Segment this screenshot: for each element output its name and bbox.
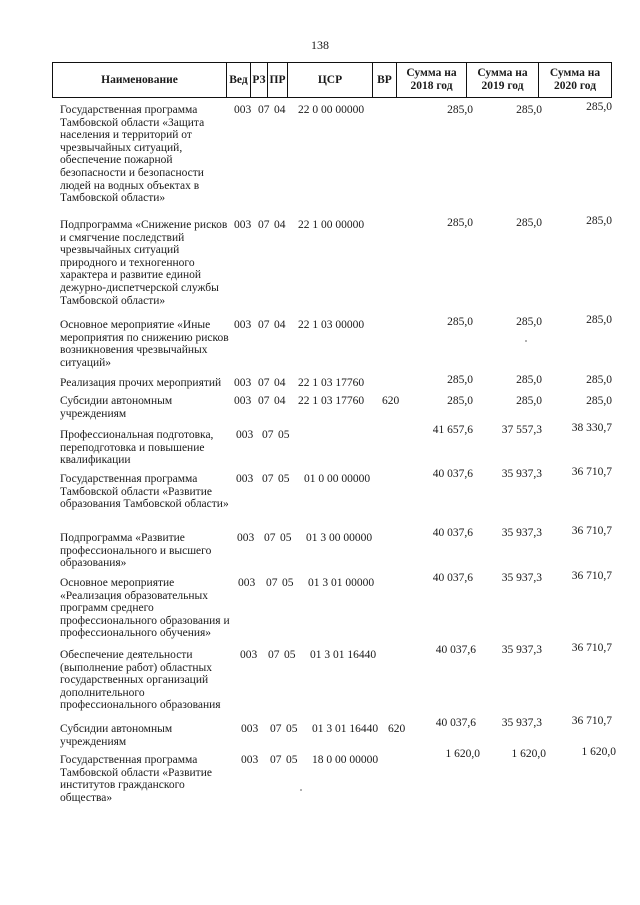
row-csr: 01 3 01 00000 <box>308 577 375 589</box>
row-csr: 22 0 00 00000 <box>298 104 365 116</box>
row-pr: 05 <box>278 429 290 441</box>
row-sum-2020: 36 710,7 <box>571 715 612 727</box>
row-sum-2018: 40 037,6 <box>435 644 476 656</box>
row-ved: 003 <box>237 532 255 544</box>
row-sum-2020: 1 620,0 <box>581 746 616 758</box>
row-csr: 01 3 01 16440 <box>310 649 377 661</box>
row-name: Подпрограмма «Развитие профессионального и высшего образования» <box>60 532 212 570</box>
row-sum-2019: 35 937,3 <box>501 717 542 729</box>
row-pr: 04 <box>274 395 286 407</box>
row-name: Субсидии автономным учреждениям <box>60 395 173 420</box>
row-vr: 620 <box>382 395 400 407</box>
row-rz: 07 <box>270 723 282 735</box>
row-sum-2018: 40 037,6 <box>435 717 476 729</box>
row-sum-2019: 35 937,3 <box>501 527 542 539</box>
table-header <box>52 62 612 98</box>
row-csr: 01 0 00 00000 <box>304 473 371 485</box>
header-sum-2019: Сумма на 2019 год <box>467 63 539 97</box>
row-sum-2019: 285,0 <box>516 374 542 386</box>
row-pr: 04 <box>274 219 286 231</box>
row-ved: 003 <box>236 429 254 441</box>
row-name: Основное мероприятие «Реализация образовательных программ среднего профессионального образования и профессионального обучения» <box>60 577 230 640</box>
row-sum-2020: 38 330,7 <box>571 422 612 434</box>
row-csr: 22 1 03 17760 <box>298 395 365 407</box>
row-vr: 620 <box>388 723 406 735</box>
page-number: 138 <box>311 38 329 52</box>
scan-speck <box>300 789 302 791</box>
row-sum-2019: 35 937,3 <box>501 572 542 584</box>
row-name: Профессиональная подготовка, переподготовка и повышение квалификации <box>60 429 214 467</box>
header-pr: ПР <box>268 63 288 97</box>
row-rz: 07 <box>270 754 282 766</box>
header-ved: Вед <box>227 63 251 97</box>
row-sum-2018: 40 037,6 <box>432 527 473 539</box>
row-name: Субсидии автономным учреждениям <box>60 723 173 748</box>
row-sum-2018: 1 620,0 <box>445 748 480 760</box>
row-sum-2018: 40 037,6 <box>432 468 473 480</box>
row-rz: 07 <box>266 577 278 589</box>
header-csr: ЦСР <box>288 63 373 97</box>
row-sum-2018: 285,0 <box>447 374 473 386</box>
row-pr: 05 <box>278 473 290 485</box>
header-sum-2018: Сумма на 2018 год <box>397 63 467 97</box>
row-sum-2018: 285,0 <box>447 395 473 407</box>
row-name: Основное мероприятие «Иные мероприятия по снижению рисков возникновения чрезвычайных ситуаций» <box>60 319 229 369</box>
row-sum-2018: 285,0 <box>447 217 473 229</box>
row-ved: 003 <box>241 723 259 735</box>
row-rz: 07 <box>262 429 274 441</box>
row-ved: 003 <box>236 473 254 485</box>
row-rz: 07 <box>258 377 270 389</box>
row-rz: 07 <box>258 395 270 407</box>
row-ved: 003 <box>234 377 252 389</box>
row-rz: 07 <box>258 219 270 231</box>
row-rz: 07 <box>258 104 270 116</box>
row-name: Государственная программа Тамбовской области «Развитие институтов гражданского общества» <box>60 754 212 804</box>
row-pr: 05 <box>282 577 294 589</box>
row-name: Государственная программа Тамбовской области «Защита населения и территорий от чрезвычайных ситуаций, обеспечение пожарной безопасности и безопасности людей на водных объектах в Тамбовской области» <box>60 104 205 205</box>
row-pr: 05 <box>284 649 296 661</box>
row-pr: 04 <box>274 319 286 331</box>
row-rz: 07 <box>262 473 274 485</box>
row-pr: 05 <box>280 532 292 544</box>
row-sum-2019: 37 557,3 <box>501 424 542 436</box>
row-sum-2020: 36 710,7 <box>571 466 612 478</box>
row-name: Подпрограмма «Снижение рисков и смягчение последствий чрезвычайных ситуаций природного и техногенного характера и развитие единой дежурно-диспетчерской службы Тамбовской области» <box>60 219 228 307</box>
row-sum-2020: 36 710,7 <box>571 525 612 537</box>
header-name: Наименование <box>53 63 227 97</box>
row-ved: 003 <box>234 104 252 116</box>
row-sum-2018: 41 657,6 <box>432 424 473 436</box>
row-ved: 003 <box>234 319 252 331</box>
header-sum-2020: Сумма на 2020 год <box>549 67 601 92</box>
row-sum-2020: 285,0 <box>586 374 612 386</box>
row-sum-2019: 1 620,0 <box>511 748 546 760</box>
row-rz: 07 <box>264 532 276 544</box>
row-sum-2020: 285,0 <box>586 101 612 113</box>
row-sum-2018: 40 037,6 <box>432 572 473 584</box>
row-ved: 003 <box>234 219 252 231</box>
row-sum-2019: 285,0 <box>516 395 542 407</box>
row-csr: 22 1 03 00000 <box>298 319 365 331</box>
header-vr: ВР <box>373 63 397 97</box>
scan-speck <box>525 340 527 342</box>
row-csr: 22 1 03 17760 <box>298 377 365 389</box>
row-csr: 22 1 00 00000 <box>298 219 365 231</box>
row-rz: 07 <box>258 319 270 331</box>
row-name: Государственная программа Тамбовской области «Развитие образования Тамбовской области» <box>60 473 229 511</box>
row-csr: 01 3 00 00000 <box>306 532 373 544</box>
row-name: Реализация прочих мероприятий <box>60 377 222 389</box>
row-sum-2019: 35 937,3 <box>501 644 542 656</box>
row-ved: 003 <box>240 649 258 661</box>
row-rz: 07 <box>268 649 280 661</box>
row-sum-2020: 285,0 <box>586 395 612 407</box>
row-sum-2020: 285,0 <box>586 314 612 326</box>
row-pr: 04 <box>274 104 286 116</box>
row-csr: 18 0 00 00000 <box>312 754 379 766</box>
row-csr: 01 3 01 16440 <box>312 723 379 735</box>
row-sum-2020: 285,0 <box>586 215 612 227</box>
header-rz: РЗ <box>251 63 268 97</box>
row-ved: 003 <box>238 577 256 589</box>
row-sum-2019: 285,0 <box>516 316 542 328</box>
row-sum-2019: 285,0 <box>516 104 542 116</box>
row-pr: 05 <box>286 754 298 766</box>
row-sum-2018: 285,0 <box>447 316 473 328</box>
row-sum-2020: 36 710,7 <box>571 570 612 582</box>
row-sum-2019: 285,0 <box>516 217 542 229</box>
row-sum-2019: 35 937,3 <box>501 468 542 480</box>
row-sum-2018: 285,0 <box>447 104 473 116</box>
row-pr: 05 <box>286 723 298 735</box>
row-ved: 003 <box>241 754 259 766</box>
row-name: Обеспечение деятельности (выполнение работ) областных государственных организаций дополнительного профессионального образования <box>60 649 221 712</box>
row-ved: 003 <box>234 395 252 407</box>
row-sum-2020: 36 710,7 <box>571 642 612 654</box>
row-pr: 04 <box>274 377 286 389</box>
